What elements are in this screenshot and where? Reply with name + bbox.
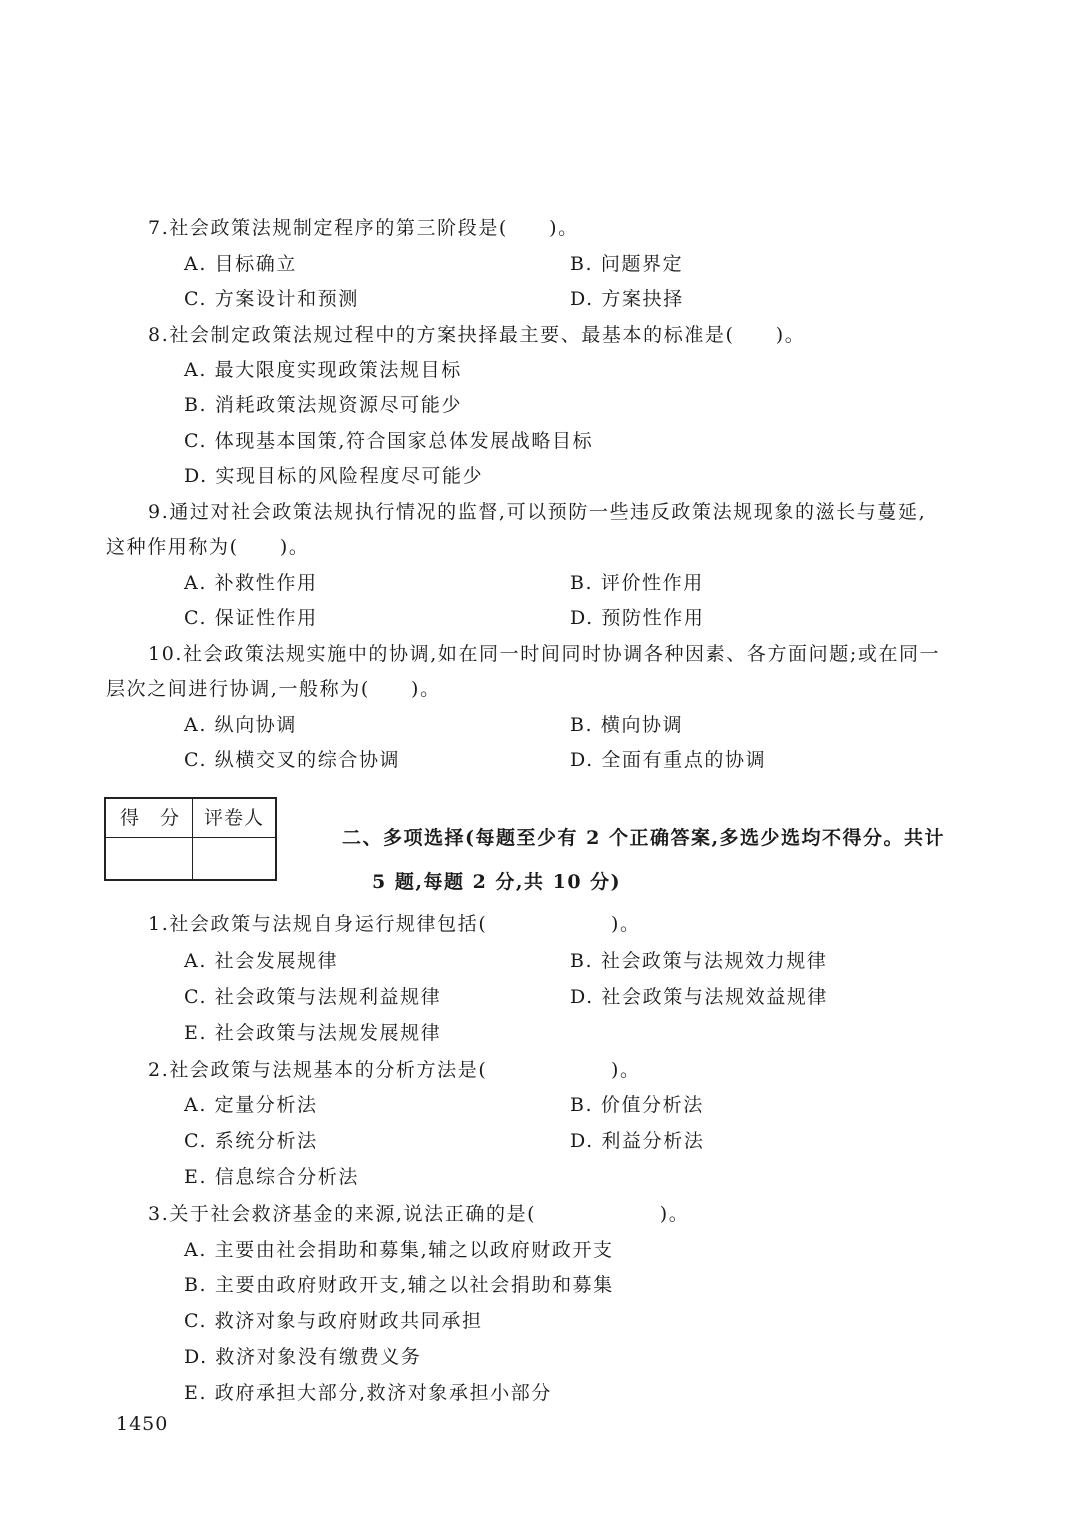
section-2-title-continued: 5 题,每题 2 分,共 10 分) <box>372 871 622 893</box>
question-10-stem-continued: 层次之间进行协调,一般称为( )。 <box>106 678 441 700</box>
question-8-option-a: A. 最大限度实现政策法规目标 <box>184 359 462 381</box>
score-table-divider <box>192 799 193 879</box>
mc-question-2-option-d: D. 利益分析法 <box>570 1130 705 1152</box>
question-7-option-b: B. 问题界定 <box>570 253 684 275</box>
question-10-option-d: D. 全面有重点的协调 <box>570 749 767 771</box>
mc-question-1-option-e: E. 社会政策与法规发展规律 <box>184 1022 442 1044</box>
mc-question-1-option-a: A. 社会发展规律 <box>184 950 339 972</box>
question-7-option-c: C. 方案设计和预测 <box>184 288 359 310</box>
mc-question-2-option-b: B. 价值分析法 <box>570 1094 704 1116</box>
mc-question-1-option-b: B. 社会政策与法规效力规律 <box>570 950 828 972</box>
section-2-title: 二、多项选择(每题至少有 2 个正确答案,多选少选均不得分。共计 <box>342 827 946 849</box>
mc-question-2-option-c: C. 系统分析法 <box>184 1130 318 1152</box>
mc-question-3-stem: 3.关于社会救济基金的来源,说法正确的是( )。 <box>148 1203 690 1225</box>
question-9-option-b: B. 评价性作用 <box>570 572 704 594</box>
mc-question-1-option-c: C. 社会政策与法规利益规律 <box>184 986 442 1008</box>
question-10-option-a: A. 纵向协调 <box>184 714 298 736</box>
question-9-option-d: D. 预防性作用 <box>570 607 705 629</box>
question-10-stem: 10.社会政策法规实施中的协调,如在同一时间同时协调各种因素、各方面问题;或在同一 <box>148 643 941 665</box>
mc-question-1-stem: 1.社会政策与法规自身运行规律包括( )。 <box>148 913 641 935</box>
question-9-stem-continued: 这种作用称为( )。 <box>106 536 310 558</box>
score-label: 得 分 <box>120 807 181 829</box>
question-9-stem: 9.通过对社会政策法规执行情况的监督,可以预防一些违反政策法规现象的滋长与蔓延, <box>148 501 927 523</box>
mc-question-2-option-a: A. 定量分析法 <box>184 1094 318 1116</box>
question-8-stem: 8.社会制定政策法规过程中的方案抉择最主要、最基本的标准是( )。 <box>148 324 806 346</box>
mc-question-3-option-b: B. 主要由政府财政开支,辅之以社会捐助和募集 <box>184 1274 614 1296</box>
question-9-option-c: C. 保证性作用 <box>184 607 318 629</box>
question-8-option-b: B. 消耗政策法规资源尽可能少 <box>184 394 463 416</box>
mc-question-1-option-d: D. 社会政策与法规效益规律 <box>570 986 829 1008</box>
mc-question-3-option-c: C. 救济对象与政府财政共同承担 <box>184 1310 483 1332</box>
question-10-option-b: B. 横向协调 <box>570 714 684 736</box>
question-7-option-a: A. 目标确立 <box>184 253 298 275</box>
score-table <box>104 797 277 881</box>
grader-label: 评卷人 <box>204 807 265 829</box>
mc-question-2-option-e: E. 信息综合分析法 <box>184 1166 359 1188</box>
question-9-option-a: A. 补救性作用 <box>184 572 318 594</box>
mc-question-3-option-d: D. 救济对象没有缴费义务 <box>184 1346 422 1368</box>
question-10-option-c: C. 纵横交叉的综合协调 <box>184 749 401 771</box>
question-8-option-c: C. 体现基本国策,符合国家总体发展战略目标 <box>184 430 594 452</box>
score-table-row-divider <box>106 837 275 838</box>
question-8-option-d: D. 实现目标的风险程度尽可能少 <box>184 465 484 487</box>
question-7-option-d: D. 方案抉择 <box>570 288 684 310</box>
question-7-stem: 7.社会政策法规制定程序的第三阶段是( )。 <box>148 217 579 239</box>
page-number: 1450 <box>116 1413 169 1435</box>
mc-question-2-stem: 2.社会政策与法规基本的分析方法是( )。 <box>148 1059 641 1081</box>
mc-question-3-option-a: A. 主要由社会捐助和募集,辅之以政府财政开支 <box>184 1239 614 1261</box>
mc-question-3-option-e: E. 政府承担大部分,救济对象承担小部分 <box>184 1382 552 1404</box>
